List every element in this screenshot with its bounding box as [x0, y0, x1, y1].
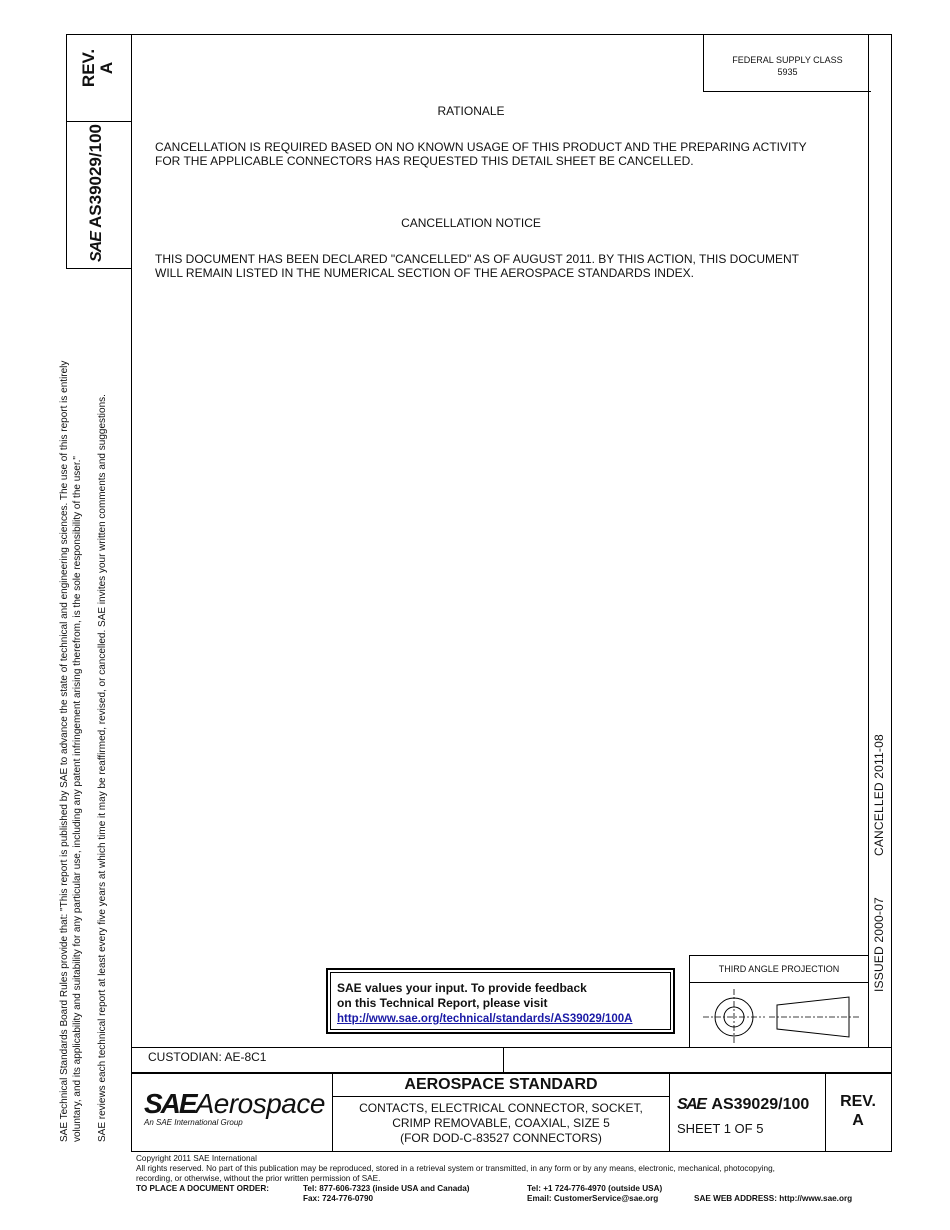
- aerospace-wordmark: Aerospace: [195, 1088, 325, 1119]
- footer-rights-line2: recording, or otherwise, without the prior written permission of SAE.: [136, 1174, 381, 1183]
- rev-label: REV.: [79, 48, 98, 88]
- cancellation-heading: CANCELLATION NOTICE: [401, 216, 541, 230]
- doc-number-text: AS39029/100: [711, 1096, 810, 1113]
- custodian-text: CUSTODIAN: AE-8C1: [148, 1050, 267, 1064]
- footer-order-label: TO PLACE A DOCUMENT ORDER:: [136, 1184, 269, 1193]
- title-rev-label: REV.: [840, 1093, 876, 1110]
- rationale-body: [155, 140, 855, 168]
- rationale-line1: CANCELLATION IS REQUIRED BASED ON NO KNOWN USAGE OF THIS PRODUCT AND THE PREPARING ACTIVITY: [155, 140, 807, 154]
- title-doc-number: [677, 1096, 809, 1114]
- rationale-line2: FOR THE APPLICABLE CONNECTORS HAS REQUESTED THIS DETAIL SHEET BE CANCELLED.: [155, 154, 694, 168]
- sae-logo-icon: SAE: [88, 232, 105, 262]
- cancellation-line1: THIS DOCUMENT HAS BEEN DECLARED "CANCELLED" AS OF AUGUST 2011. BY THIS ACTION, THIS DOCUMENT: [155, 252, 799, 266]
- rev-vertical: [80, 36, 116, 100]
- title-rev: [825, 1092, 891, 1130]
- feedback-line1: SAE values your input. To provide feedback: [337, 981, 587, 995]
- rev-value: A: [97, 61, 116, 75]
- side-disclaimer-rules: [58, 282, 84, 1142]
- footer-fax: Fax: 724-776-0790: [303, 1194, 374, 1203]
- standard-title: AEROSPACE STANDARD: [404, 1076, 598, 1093]
- footer-tel-intl: Tel: +1 724-776-4970 (outside USA): [527, 1184, 663, 1193]
- desc-line2: CRIMP REMOVABLE, COAXIAL, SIZE 5: [392, 1116, 610, 1130]
- right-strip-divider: [868, 34, 869, 1048]
- footer: [136, 1154, 896, 1204]
- issued-date: ISSUED 2000-07: [872, 897, 886, 992]
- footer-web: SAE WEB ADDRESS: http://www.sae.org: [694, 1194, 853, 1203]
- cancellation-line2: WILL REMAIN LISTED IN THE NUMERICAL SECTION OF THE AEROSPACE STANDARDS INDEX.: [155, 266, 694, 280]
- title-rev-value: A: [852, 1112, 864, 1129]
- custodian-divider: [503, 1047, 504, 1073]
- footer-email: Email: CustomerService@sae.org: [527, 1194, 659, 1203]
- projection-label: THIRD ANGLE PROJECTION: [718, 964, 840, 974]
- custodian-top-line: [131, 1047, 892, 1048]
- supply-class-box: [703, 34, 871, 92]
- sae-small-logo-icon: SAE: [677, 1096, 706, 1113]
- supply-class-value: 5935: [777, 67, 798, 77]
- standard-description: [332, 1101, 670, 1146]
- footer-rights-line1: All rights reserved. No part of this publication may be reproduced, stored in a retrieval system or transmitted, in any form or by any means, electronic, mechanical, photocopying,: [136, 1164, 775, 1173]
- sae-aerospace-logo: [144, 1090, 325, 1127]
- doc-number: AS39029/100: [86, 124, 105, 228]
- rationale-heading: RATIONALE: [437, 104, 505, 118]
- logo-tagline: An SAE International Group: [144, 1118, 243, 1127]
- feedback-box: [326, 968, 675, 1034]
- rules-text-line1: SAE Technical Standards Board Rules provide that: "This report is published by SAE to advance the state of technical and engineering sciences. The use of this report is entirely: [59, 360, 70, 1142]
- feedback-line2: on this Technical Report, please visit: [337, 996, 548, 1010]
- rules-text-line2: voluntary, and its applicability and suitability for any particular use, including any patent infringement arising therefrom, is the sole responsibility of the user.": [72, 456, 83, 1142]
- desc-line3: (FOR DOD-C-83527 CONNECTORS): [400, 1131, 602, 1145]
- status-strip: [872, 734, 886, 992]
- desc-line1: CONTACTS, ELECTRICAL CONNECTOR, SOCKET,: [359, 1101, 643, 1115]
- side-disclaimer-review: SAE reviews each technical report at least every five years at which time it may be reaffirmed, revised, or cancelled. SAE invites your written comments and suggestions.: [97, 394, 108, 1142]
- feedback-link[interactable]: http://www.sae.org/technical/standards/AS39029/100A: [337, 1013, 633, 1025]
- projection-symbol-icon: [689, 983, 869, 1047]
- supply-class-label: FEDERAL SUPPLY CLASS: [732, 55, 843, 65]
- cancelled-date: CANCELLED 2011-08: [872, 734, 886, 857]
- title-underline: [332, 1096, 670, 1097]
- cancellation-body: [155, 252, 855, 280]
- doc-number-vertical: [86, 124, 107, 262]
- sae-logo-mark-icon: SAE: [144, 1088, 196, 1119]
- footer-tel-us: Tel: 877-606-7323 (inside USA and Canada): [303, 1184, 470, 1193]
- sheet-number: SHEET 1 OF 5: [677, 1121, 764, 1136]
- footer-copyright: Copyright 2011 SAE International: [136, 1154, 257, 1163]
